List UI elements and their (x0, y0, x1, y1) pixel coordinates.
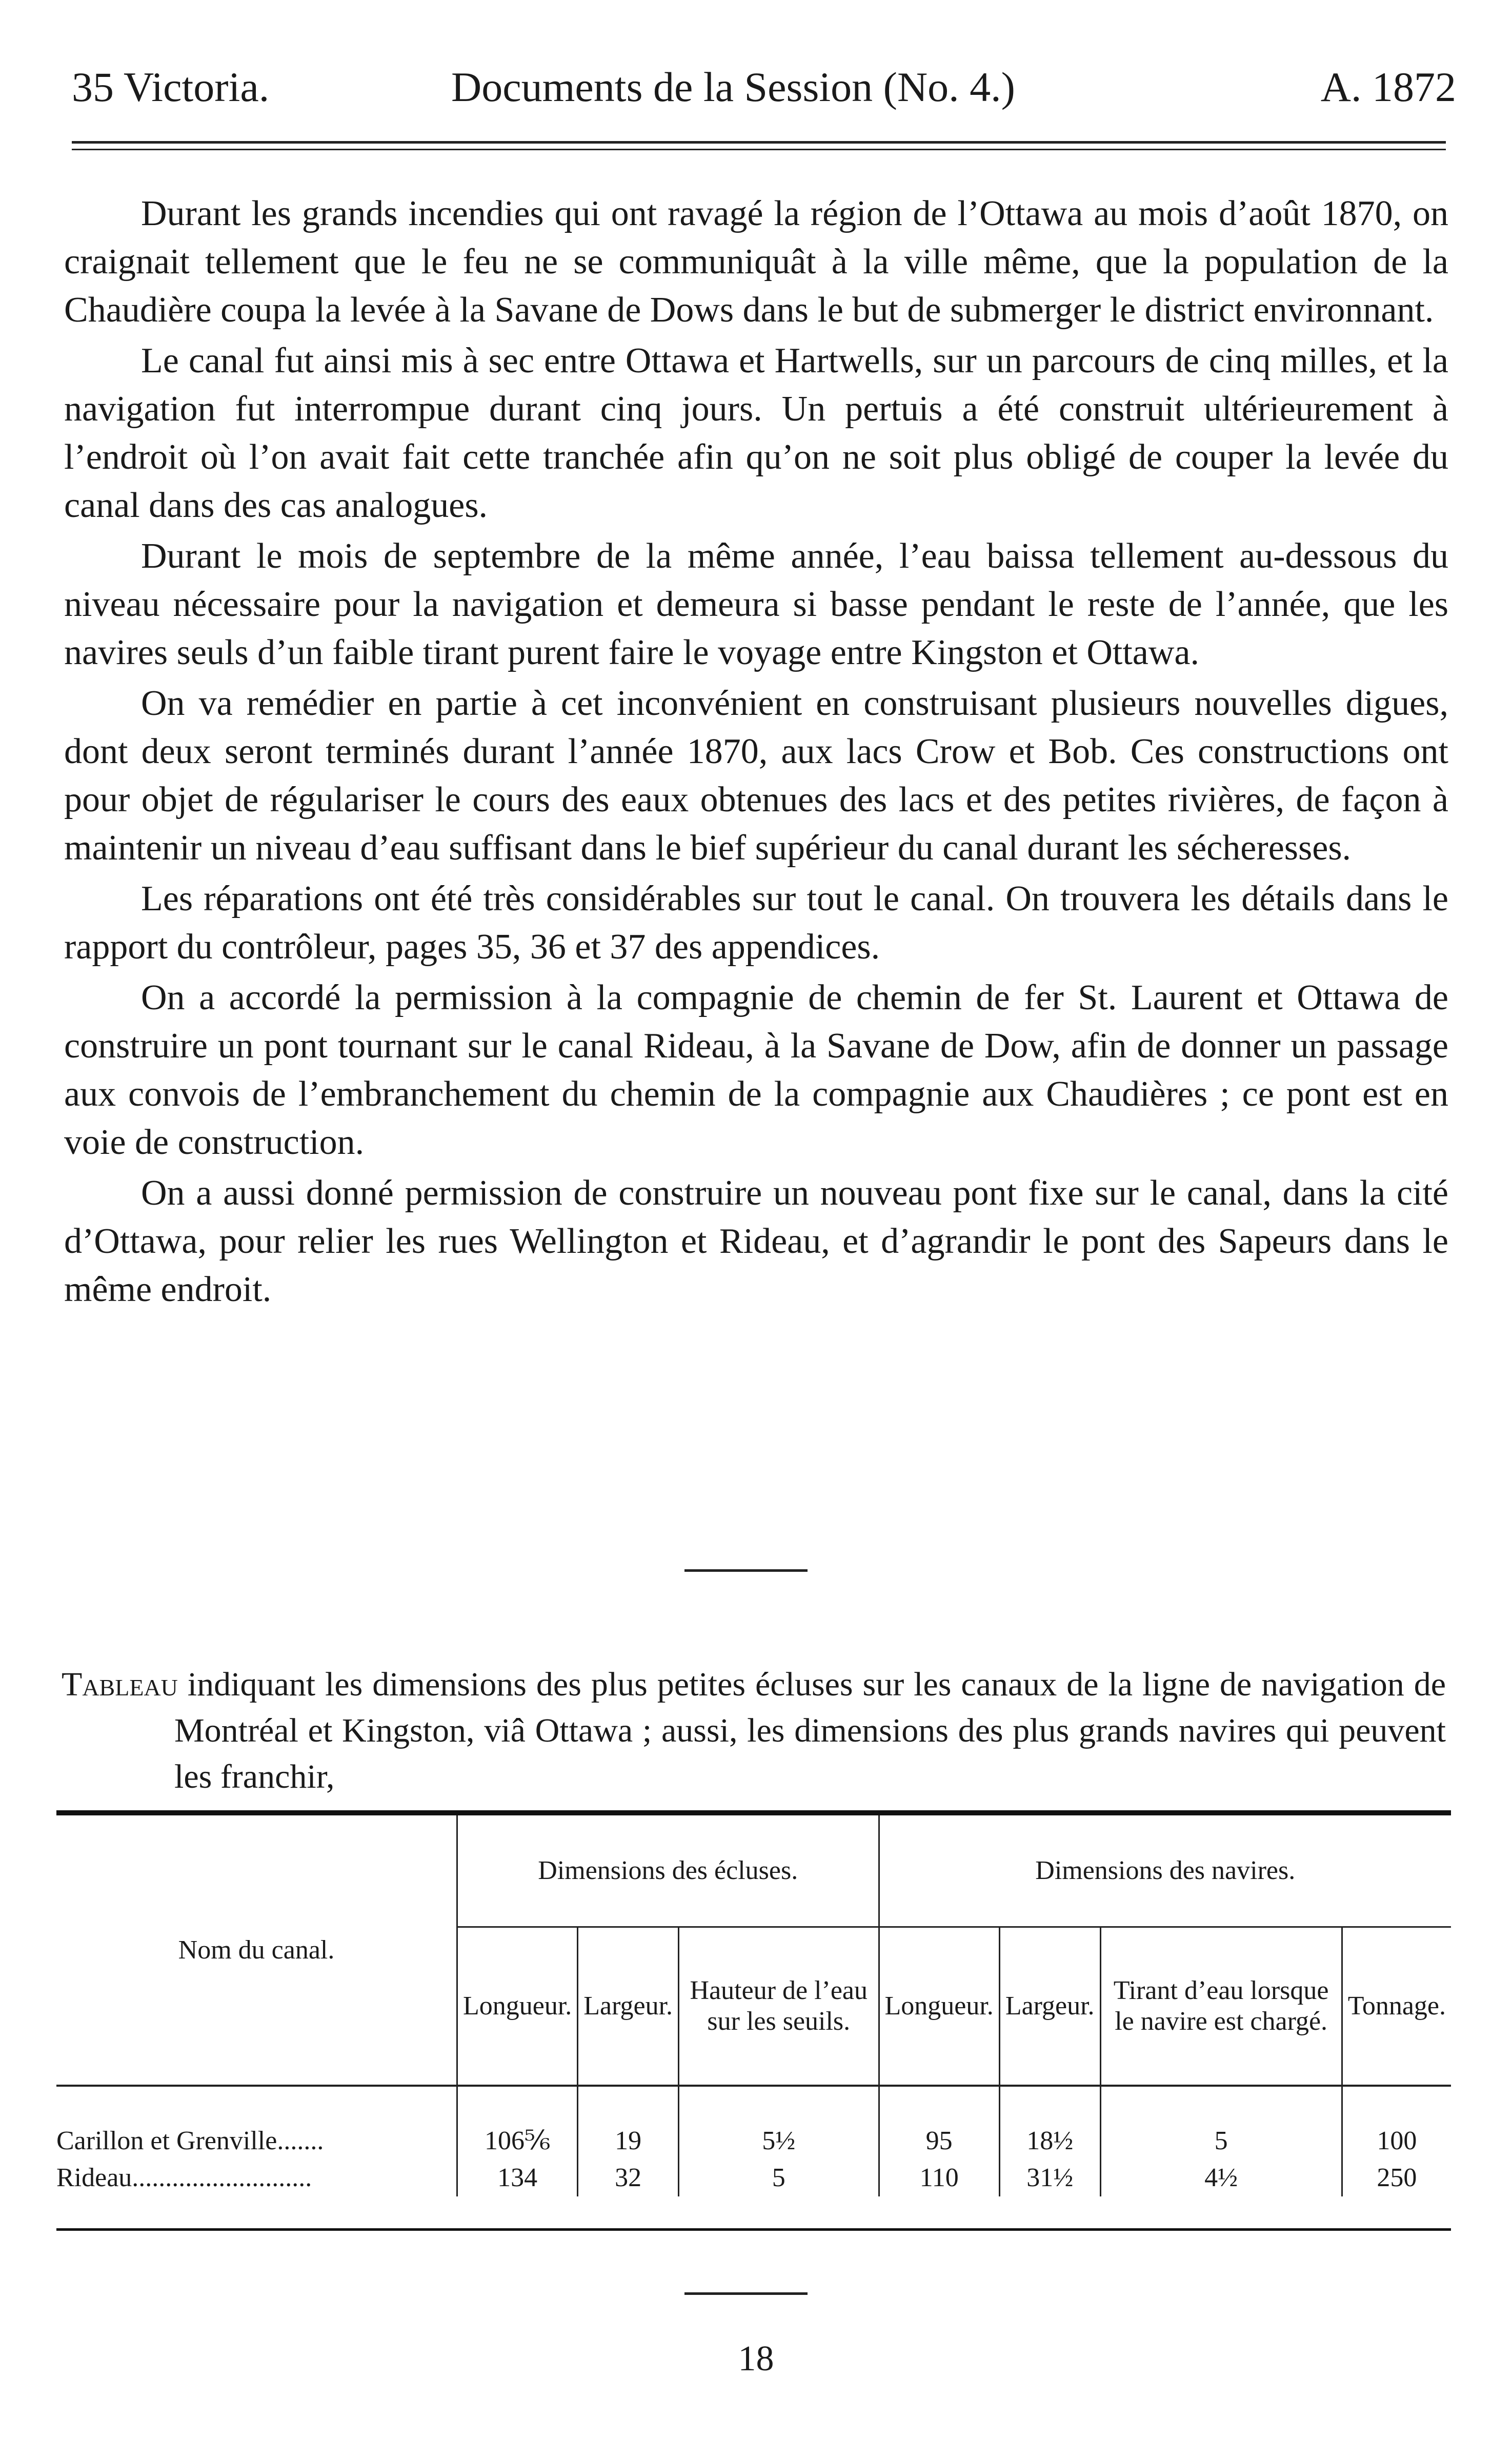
header-canal-name: Nom du canal. (178, 1935, 335, 1965)
header-session-label: 35 Victoria. (72, 64, 270, 110)
tonnage: 100 (1342, 2123, 1451, 2160)
lock-length: 106⅚ (457, 2123, 578, 2160)
table-top-rule (56, 1810, 1451, 1815)
table-row (56, 2160, 1451, 2196)
header-double-rule (72, 141, 1446, 150)
table-row (56, 2123, 1451, 2160)
lock-depth: 5 (679, 2160, 879, 2196)
header-tonnage: Tonnage. (1342, 1927, 1451, 2086)
lock-width: 32 (578, 2160, 679, 2196)
header-lock-dimensions: Dimensions des écluses. (457, 1815, 879, 1927)
header-ship-draft: Tirant d’eau lorsque le navire est chargé. (1100, 1927, 1342, 2086)
caption-text: indiquant les dimensions des plus petites écluses sur les canaux de la ligne de navigation de Montréal et Kingston, viâ Ottawa ; aussi, les dimensions des plus grands navires qui peuvent les franchir, (174, 1666, 1446, 1795)
ship-length: 95 (879, 2123, 999, 2160)
lock-length: 134 (457, 2160, 578, 2196)
canal-name: Rideau........................... (56, 2163, 312, 2192)
paragraph: On a accordé la permission à la compagnie de chemin de fer St. Laurent et Ottawa de construire un pont tournant sur le canal Rideau, à la Savane de Dow, afin de donner un passage aux convois de l’embranchement du chemin de la compagnie aux Chaudières ; ce pont est en voie de construction. (64, 978, 1448, 1162)
lock-depth: 5½ (679, 2123, 879, 2160)
header-lock-length: Longueur. (457, 1927, 578, 2086)
ship-draft: 5 (1100, 2123, 1342, 2160)
paragraph: On a aussi donné permission de construire un nouveau pont fixe sur le canal, dans la cité d’Ottawa, pour relier les rues Wellington et Rideau, et d’agrandir le pont des Sapeurs dans le même endroit. (64, 1173, 1448, 1309)
header-ship-width: Largeur. (999, 1927, 1100, 2086)
footer-divider (684, 2292, 808, 2295)
caption-lead: Tableau (62, 1666, 178, 1703)
header-year: A. 1872 (1320, 64, 1456, 110)
header-lock-depth: Hauteur de l’eau sur les seuils. (679, 1927, 879, 2086)
ship-width: 31½ (999, 2160, 1100, 2196)
dimensions-table-wrapper (56, 1815, 1451, 2196)
tonnage: 250 (1342, 2160, 1451, 2196)
paragraph: On va remédier en partie à cet inconvénient en construisant plusieurs nouvelles digues, dont deux seront terminés durant l’année 1870, aux lacs Crow et Bob. Ces constructions ont pour objet de régulariser le cours des eaux obtenues des lacs et des petites rivières, de façon à maintenir un niveau d’eau suffisant dans le bief supérieur du canal durant les sécheresses. (64, 684, 1448, 868)
page-header (51, 56, 1456, 118)
section-divider (684, 1569, 808, 1572)
header-ship-length: Longueur. (879, 1927, 999, 2086)
ship-length: 110 (879, 2160, 999, 2196)
table-bottom-rule (56, 2228, 1451, 2231)
table-caption (62, 1662, 1446, 1800)
body-text (64, 190, 1448, 1316)
lock-width: 19 (578, 2123, 679, 2160)
header-document-title: Documents de la Session (No. 4.) (451, 64, 1015, 110)
paragraph: Le canal fut ainsi mis à sec entre Ottawa et Hartwells, sur un parcours de cinq milles, et la navigation fut interrompue durant cinq jours. Un pertuis a été construit ultérieurement à l’endroit où l’on avait fait cette tranchée afin qu’on ne soit plus obligé de couper la levée du canal dans des cas analogues. (64, 341, 1448, 525)
page-number: 18 (738, 2339, 774, 2378)
canal-name: Carillon et Grenville....... (56, 2126, 324, 2155)
header-lock-width: Largeur. (578, 1927, 679, 2086)
header-ship-dimensions: Dimensions des navires. (879, 1815, 1451, 1927)
paragraph: Durant le mois de septembre de la même année, l’eau baissa tellement au-dessous du niveau nécessaire pour la navigation et demeura si basse pendant le reste de l’année, que les navires seuls d’un faible tirant purent faire le voyage entre Kingston et Ottawa. (64, 536, 1448, 672)
ship-draft: 4½ (1100, 2160, 1342, 2196)
ship-width: 18½ (999, 2123, 1100, 2160)
paragraph: Durant les grands incendies qui ont ravagé la région de l’Ottawa au mois d’août 1870, on craignait tellement que le feu ne se communiquât à la ville même, que la population de la Chaudière coupa la levée à la Savane de Dows dans le but de submerger le district environnant. (64, 194, 1448, 330)
paragraph: Les réparations ont été très considérables sur tout le canal. On trouvera les détails dans le rapport du contrôleur, pages 35, 36 et 37 des appendices. (64, 879, 1448, 967)
dimensions-table (56, 1815, 1451, 2196)
